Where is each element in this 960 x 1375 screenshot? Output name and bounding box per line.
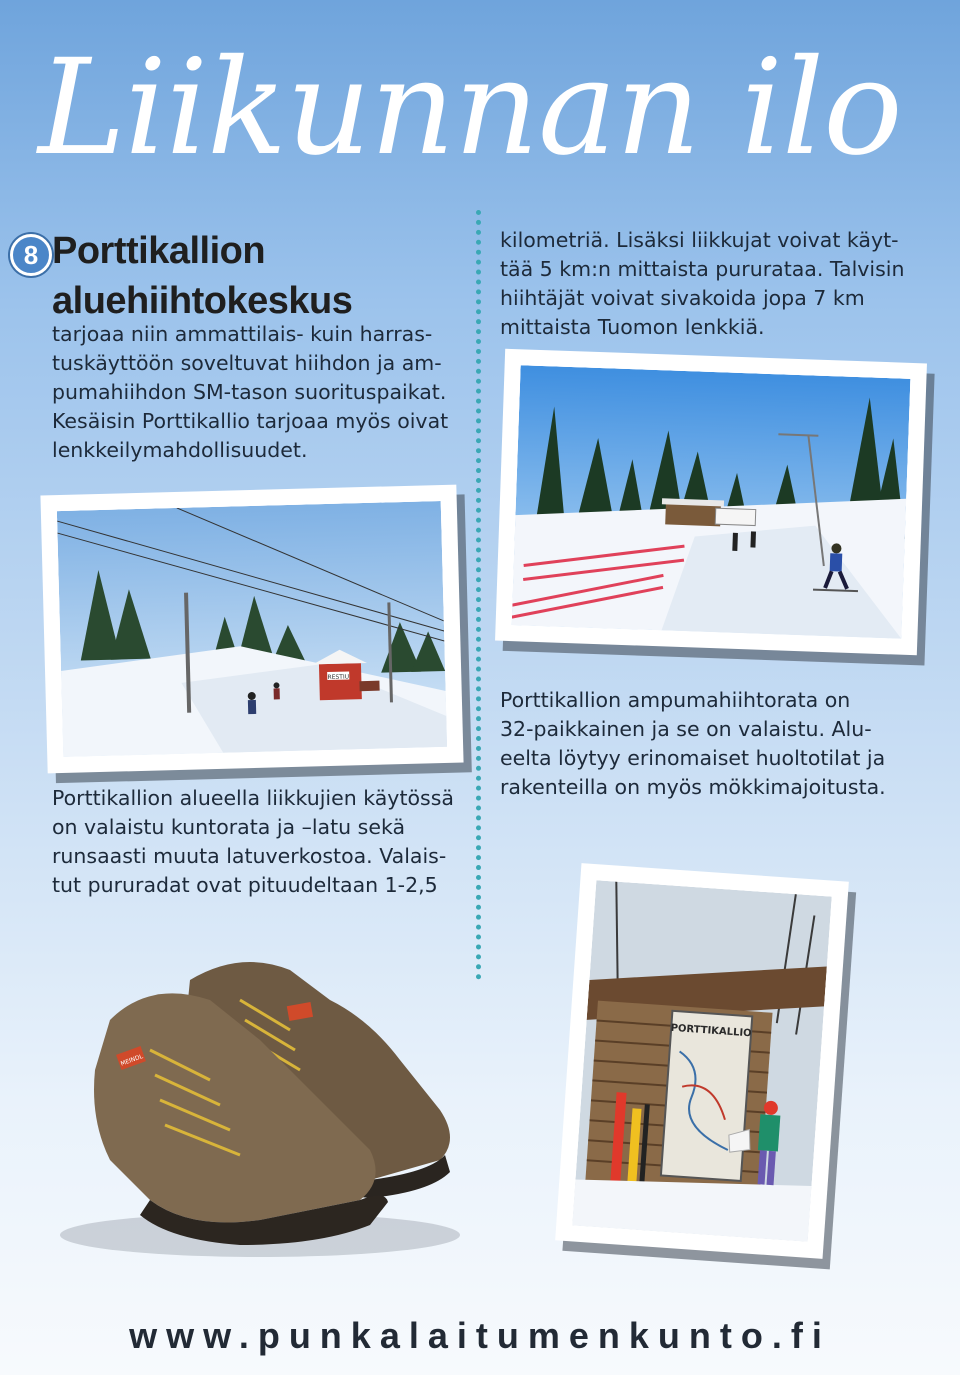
column-divider <box>476 210 481 980</box>
text-line: Porttikallion ampumahiihtorata on <box>500 688 851 712</box>
heading-line-2: aluehiihtokeskus <box>52 280 353 322</box>
ski-slope-photo <box>57 501 447 757</box>
info-board-photo <box>572 880 832 1242</box>
text-line: lenkkeilymahdollisuudet. <box>52 438 308 462</box>
section-heading <box>52 226 462 326</box>
text-line: 32-paikkainen ja se on valaistu. Alu- <box>500 717 872 741</box>
intro-paragraph <box>52 320 448 465</box>
text-line: Kesäisin Porttikallio tarjoaa myös oivat <box>52 409 449 433</box>
boot-brand-tag: MEINDL <box>119 1053 144 1068</box>
text-line: rakenteilla on myös mökkimajoitusta. <box>500 775 886 799</box>
section-number-badge: 8 <box>10 234 52 276</box>
right-paragraph-2 <box>500 686 886 802</box>
photo-ski-slope-frame <box>40 485 463 774</box>
hiking-boots-photo <box>40 940 480 1260</box>
text-line: tut pururadat ovat pituudeltaan 1-2,5 <box>52 873 438 897</box>
text-line: tuskäyttöön soveltuvat hiihdon ja am- <box>52 351 442 375</box>
left-paragraph-2 <box>52 784 454 900</box>
text-line: on valaistu kuntorata ja –latu sekä <box>52 815 406 839</box>
text-line: kilometriä. Lisäksi liikkujat voivat käyt- <box>500 228 899 252</box>
board-sign: PORTTIKALLIO <box>670 1022 752 1040</box>
website-url[interactable]: www.punkalaitumenkunto.fi <box>129 1315 831 1356</box>
text-line: pumahiihdon SM-tason suorituspaikat. <box>52 380 447 404</box>
ski-track-photo <box>512 365 911 638</box>
text-line: eelta löytyy erinomaiset huoltotilat ja <box>500 746 886 770</box>
right-paragraph-1 <box>500 226 905 342</box>
hut-sign: RESTIU <box>327 673 350 682</box>
text-line: tää 5 km:n mittaista pururataa. Talvisin <box>500 257 905 281</box>
photo-info-board-frame <box>555 863 849 1259</box>
text-line: tarjoaa niin ammattilais- kuin harras- <box>52 322 433 346</box>
text-line: mittaista Tuomon lenkkiä. <box>500 315 765 339</box>
heading-line-1: Porttikallion <box>52 230 266 272</box>
page-title: Liikunnan ilo <box>38 31 902 185</box>
text-line: hiihtäjät voivat sivakoida jopa 7 km <box>500 286 865 310</box>
text-line: runsaasti muuta latuverkostoa. Valais- <box>52 844 447 868</box>
photo-ski-track-frame <box>495 349 927 656</box>
text-line: Porttikallion alueella liikkujien käytössä <box>52 786 454 810</box>
